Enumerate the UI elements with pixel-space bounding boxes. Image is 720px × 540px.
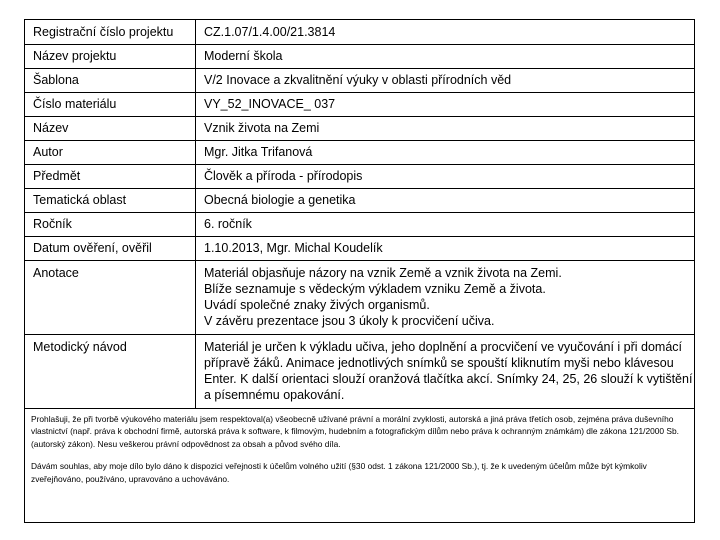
value-cell: Vznik života na Zemi	[196, 116, 695, 140]
row-title	[25, 116, 694, 140]
row-thematic-area	[25, 188, 694, 212]
label-cell: Autor	[25, 140, 196, 164]
value-cell: Obecná biologie a genetika	[196, 188, 695, 212]
annotation-line: Blíže seznamuje s vědeckým výkladem vzniku Země a života.	[204, 281, 546, 296]
label-cell: Registrační číslo projektu	[25, 20, 196, 44]
annotation-line: V závěru prezentace jsou 3 úkoly k procvičení učiva.	[204, 313, 495, 328]
label-cell: Ročník	[25, 212, 196, 236]
guide-line: a písemnému opakování.	[204, 387, 345, 402]
guide-line: Enter. K další orientaci slouží oranžová tlačítka akcí. Snímky 24, 25, 26 slouží k vytištění	[204, 371, 693, 386]
row-methodical-guide	[25, 334, 694, 408]
label-cell: Šablona	[25, 68, 196, 92]
label-cell: Metodický návod	[25, 334, 196, 408]
guide-line: přípravě žáků. Animace jednotlivých snímků se spouští kliknutím myši nebo klávesou	[204, 355, 674, 370]
annotation-line: Materiál objasňuje názory na vznik Země a vznik života na Zemi.	[204, 265, 562, 280]
label-cell: Tematická oblast	[25, 188, 196, 212]
value-cell: Mgr. Jitka Trifanová	[196, 140, 695, 164]
row-registration-number	[25, 20, 694, 44]
row-project-name	[25, 44, 694, 68]
row-template	[25, 68, 694, 92]
row-subject	[25, 164, 694, 188]
value-cell: 1.10.2013, Mgr. Michal Koudelík	[196, 236, 695, 260]
value-cell	[196, 334, 695, 408]
label-cell: Název	[25, 116, 196, 140]
usage-consent: Dávám souhlas, aby moje dílo bylo dáno k dispozici veřejnosti k účelům volného užití (§30 odst. 1 zákona 121/2000 Sb.), tj. že k uvedeným účelům může být kýmkoliv zveřejňováno, používáno, upravováno a uchováváno.	[31, 461, 647, 484]
value-cell: V/2 Inovace a zkvalitnění výuky v oblasti přírodních věd	[196, 68, 695, 92]
project-metadata-table	[25, 20, 694, 409]
row-author	[25, 140, 694, 164]
value-cell: Moderní škola	[196, 44, 695, 68]
project-info-sheet	[24, 19, 695, 523]
label-cell: Datum ověření, ověřil	[25, 236, 196, 260]
label-cell: Název projektu	[25, 44, 196, 68]
value-cell	[196, 260, 695, 334]
label-cell: Anotace	[25, 260, 196, 334]
annotation-line: Uvádí společné znaky živých organismů.	[204, 297, 430, 312]
value-cell: 6. ročník	[196, 212, 695, 236]
author-declaration: Prohlašuji, že při tvorbě výukového materiálu jsem respektoval(a) všeobecně užívané právní a morální zvyklosti, autorská a jiná práva třetích osob, zejména práva duševního vlastnictví (např. práva k obchodní firmě, autorská práva k software, k filmovým, hudebním a fotografickým dílům nebo práva k ochranným známkám) dle zákona 121/2000 Sb. (autorský zákon). Nesu veškerou právní odpovědnost za obsah a původ svého díla.	[31, 413, 679, 449]
guide-line: Materiál je určen k výkladu učiva, jeho doplnění a procvičení ve vyučování i při domácí	[204, 339, 683, 354]
legal-footer	[25, 409, 694, 486]
row-verification	[25, 236, 694, 260]
value-cell: VY_52_INOVACE_ 037	[196, 92, 695, 116]
label-cell: Předmět	[25, 164, 196, 188]
value-cell: CZ.1.07/1.4.00/21.3814	[196, 20, 695, 44]
row-grade	[25, 212, 694, 236]
value-cell: Člověk a příroda - přírodopis	[196, 164, 695, 188]
row-material-number	[25, 92, 694, 116]
row-annotation	[25, 260, 694, 334]
label-cell: Číslo materiálu	[25, 92, 196, 116]
